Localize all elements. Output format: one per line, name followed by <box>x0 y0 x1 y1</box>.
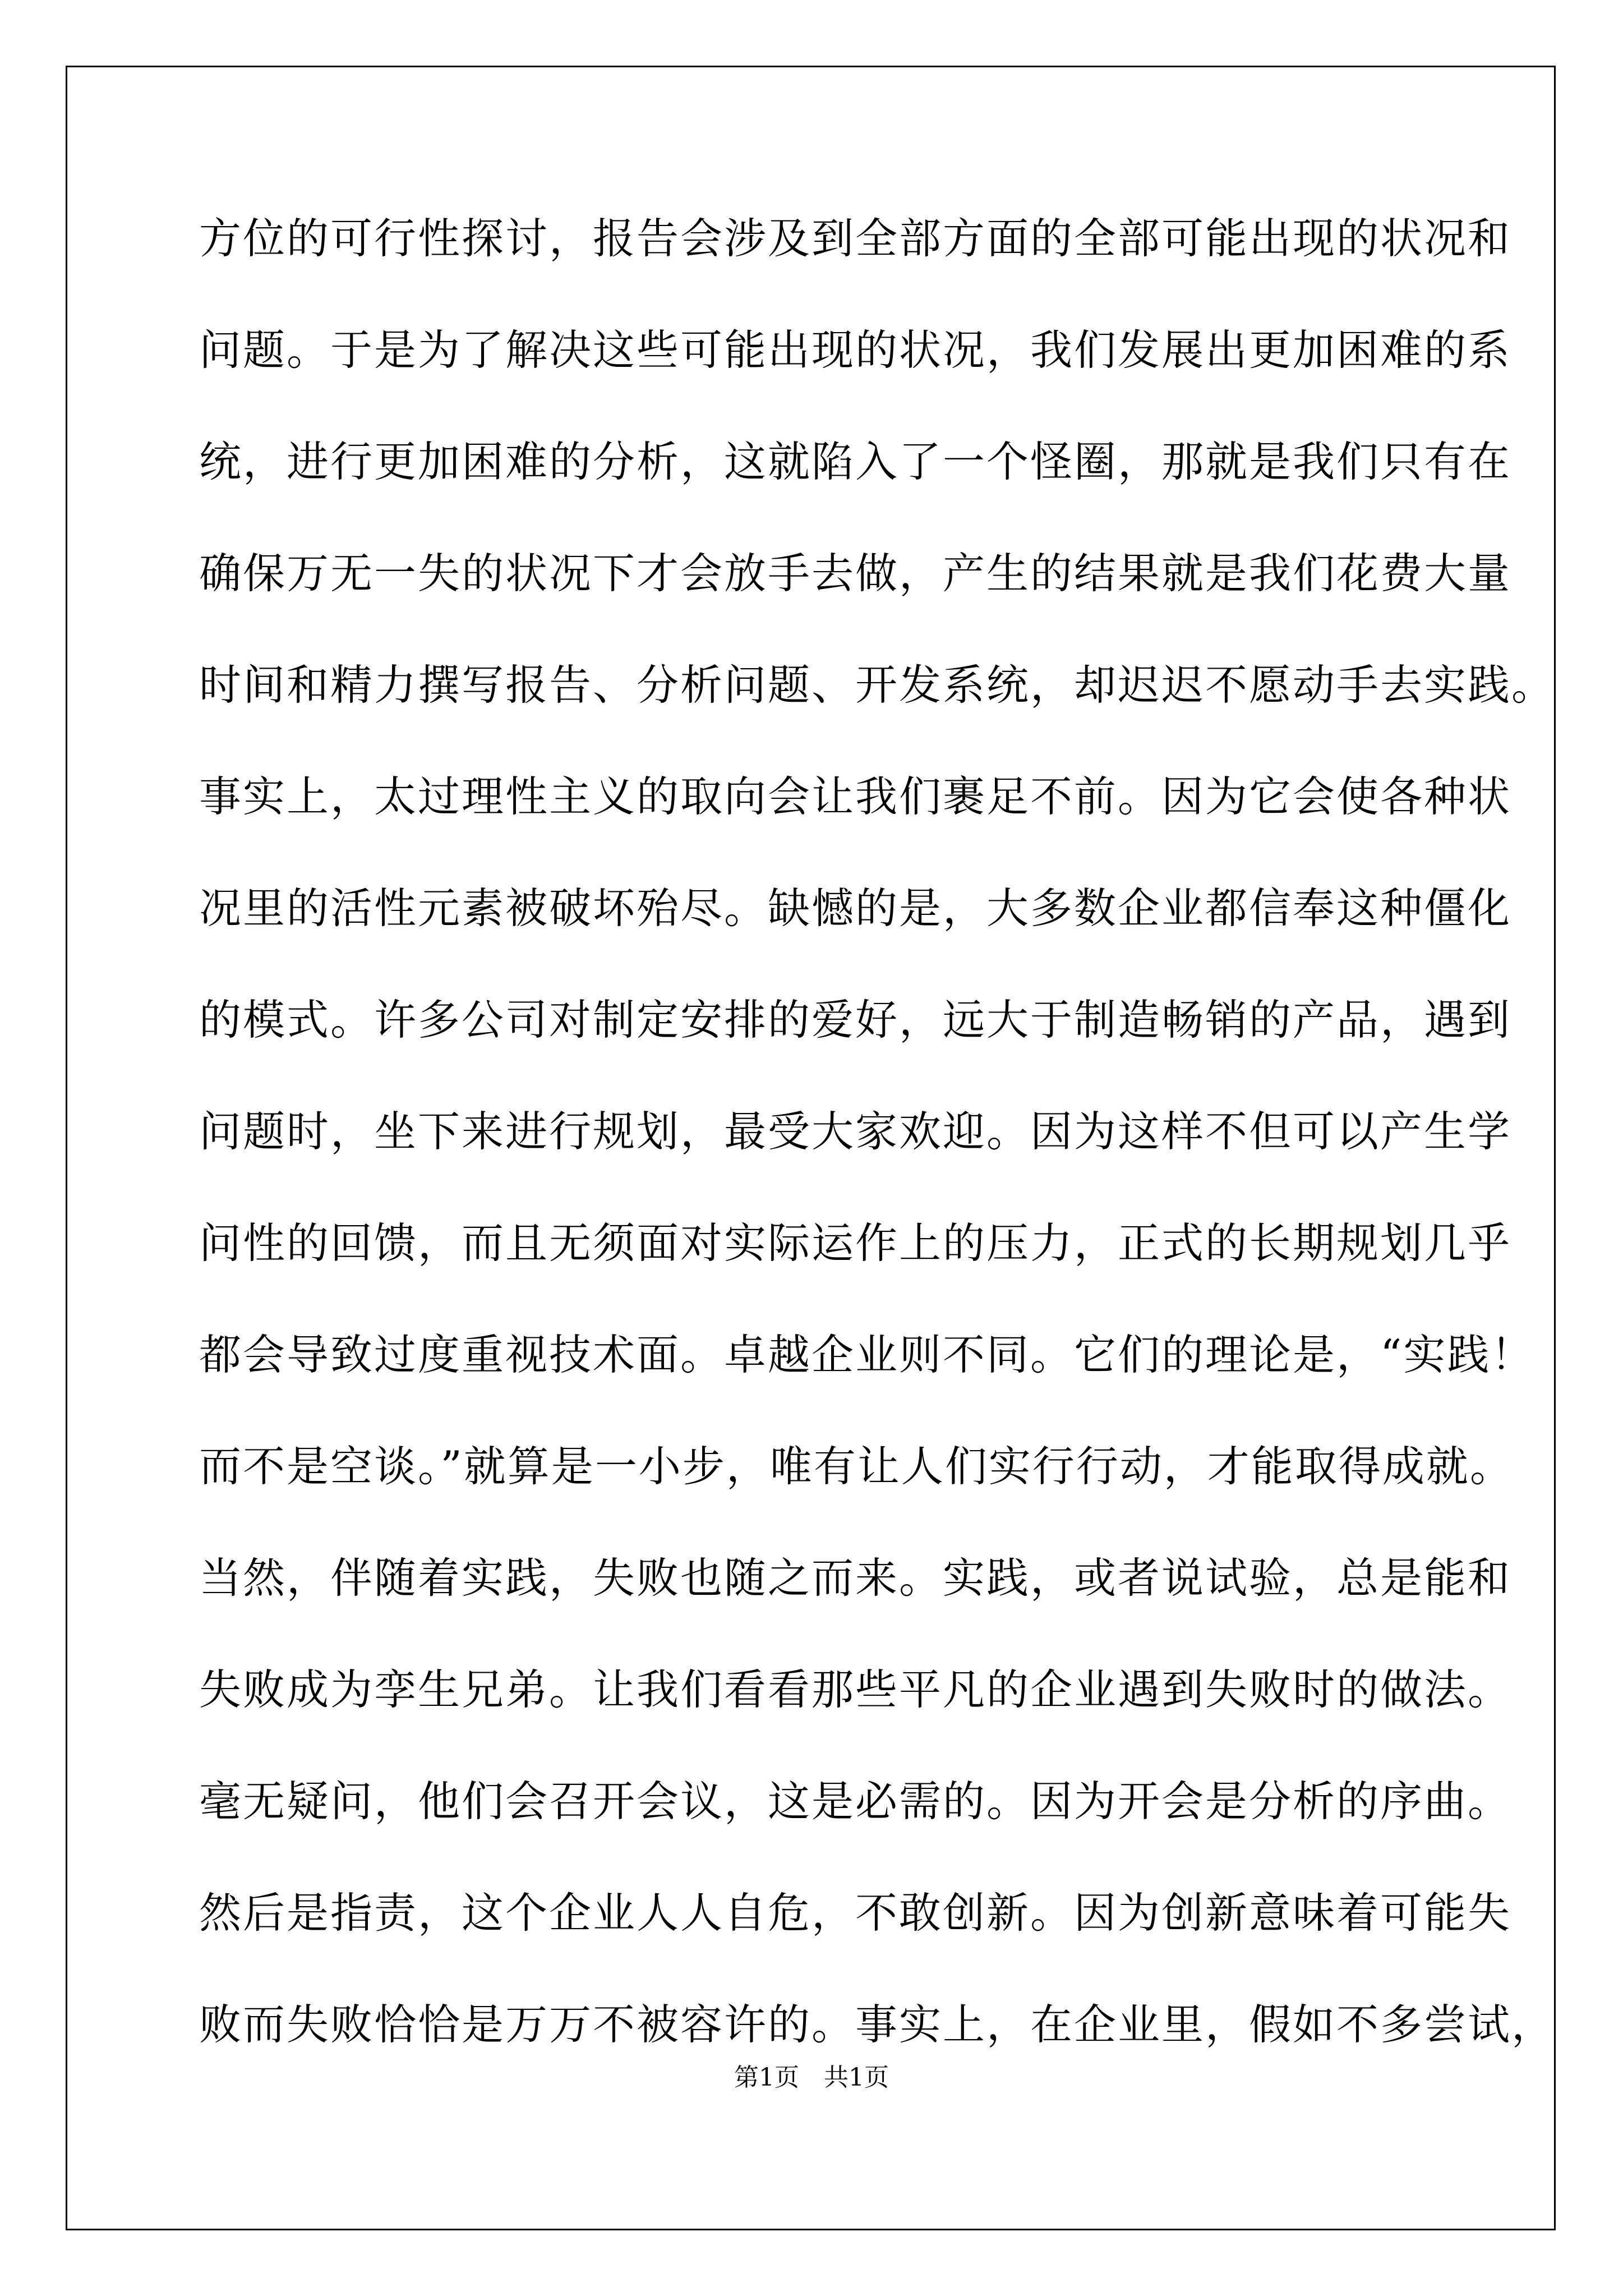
text-line: 都会导致过度重视技术面。卓越企业则不同。它们的理论是，“实践！ <box>199 1330 1535 1379</box>
text-line: 然后是指责，这个企业人人自危，不敢创新。因为创新意味着可能失 <box>199 1888 1512 1938</box>
text-line: 当然，伴随着实践，失败也随之而来。实践，或者说试验，总是能和 <box>199 1553 1512 1603</box>
text-line: 况里的活性元素被破坏殆尽。缺憾的是，大多数企业都信奉这种僵化 <box>199 884 1512 933</box>
text-line: 失败成为孪生兄弟。让我们看看那些平凡的企业遇到失败时的做法。 <box>199 1665 1512 1714</box>
text-line: 的模式。许多公司对制定安排的爱好，远大于制造畅销的产品，遇到 <box>199 995 1512 1045</box>
text-line: 统，进行更加困难的分析，这就陷入了一个怪圈，那就是我们只有在 <box>199 437 1512 486</box>
body-text <box>199 214 1556 2115</box>
text-line: 败而失败恰恰是万万不被容许的。事实上，在企业里，假如不多尝试， <box>199 2000 1556 2049</box>
text-line: 确保万无一失的状况下才会放手去做，产生的结果就是我们花费大量 <box>199 549 1512 598</box>
page-footer: 第1页 共1页 <box>734 2063 889 2092</box>
text-line: 毫无疑问，他们会召开会议，这是必需的。因为开会是分析的序曲。 <box>199 1777 1512 1826</box>
text-line: 问性的回馈，而且无须面对实际运作上的压力，正式的长期规划几乎 <box>199 1218 1512 1268</box>
text-line: 事实上，太过理性主义的取向会让我们裹足不前。因为它会使各种状 <box>199 772 1512 821</box>
text-line: 而不是空谈。”就算是一小步，唯有让人们实行行动，才能取得成就。 <box>199 1442 1514 1491</box>
text-line: 问题。于是为了解决这些可能出现的状况，我们发展出更加困难的系 <box>199 325 1512 375</box>
text-line: 时间和精力撰写报告、分析问题、开发系统，却迟迟不愿动手去实践。 <box>199 660 1556 710</box>
text-line: 方位的可行性探讨，报告会涉及到全部方面的全部可能出现的状况和 <box>199 214 1512 263</box>
text-line: 问题时，坐下来进行规划，最受大家欢迎。因为这样不但可以产生学 <box>199 1107 1512 1156</box>
